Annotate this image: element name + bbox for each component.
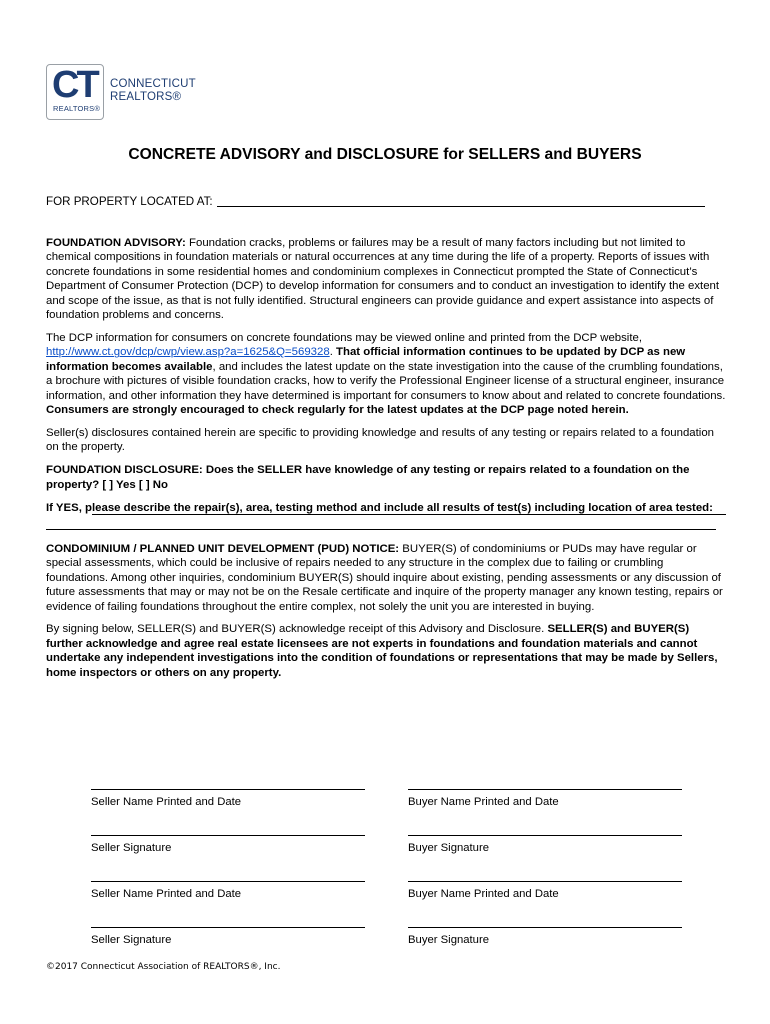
property-address-blank[interactable] — [217, 206, 705, 207]
buyer-name-label-2: Buyer Name Printed and Date — [408, 888, 559, 900]
buyer-signature-label-2: Buyer Signature — [408, 934, 490, 946]
buyer-name-field-2[interactable] — [408, 881, 682, 900]
property-line — [46, 195, 722, 208]
buyer-signature-field-1[interactable] — [408, 835, 682, 854]
condo-heading: CONDOMINIUM / PLANNED UNIT DEVELOPMENT (PUD) NOTICE: — [46, 542, 400, 555]
signing-paragraph — [46, 622, 726, 680]
advisory-paragraph — [46, 236, 726, 322]
signing-text: By signing below, SELLER(S) and BUYER(S) acknowledge receipt of this Advisory and Disclosure. — [46, 623, 545, 636]
if-yes-text: If YES, please describe the repair(s), area, testing method and include all results of test(s) including location of area tested: — [46, 501, 713, 514]
buyer-name-field-1[interactable] — [408, 789, 682, 808]
logo-small-text: REALTORS® — [53, 104, 101, 113]
buyer-name-label-1: Buyer Name Printed and Date — [408, 796, 559, 808]
condo-paragraph — [46, 542, 726, 614]
logo-name-line2: REALTORS® — [110, 91, 182, 103]
logo-name — [110, 78, 196, 104]
seller-signature-label-1: Seller Signature — [91, 842, 172, 854]
disclosure-question: FOUNDATION DISCLOSURE: Does the SELLER have knowledge of any testing or repairs related to a foundation on the property? — [46, 464, 690, 491]
seller-paragraph: Seller(s) disclosures contained herein are specific to providing knowledge and results of any testing or repairs related to a foundation on the property. — [46, 426, 714, 454]
logo-name-line1: CONNECTICUT — [110, 78, 196, 90]
buyer-signature-label-1: Buyer Signature — [408, 842, 490, 854]
copyright-footer: ©2017 Connecticut Association of REALTORS®, Inc. — [46, 962, 281, 972]
seller-name-field-2[interactable] — [91, 881, 365, 900]
advisory-heading: FOUNDATION ADVISORY: — [46, 237, 186, 249]
seller-name-label-2: Seller Name Printed and Date — [91, 888, 242, 900]
seller-name-label-1: Seller Name Printed and Date — [91, 796, 242, 808]
signing-bold: SELLER(S) and BUYER(S) further acknowledge and agree real estate licensees are not experts in foundations and foundation materials and cannot undertake any independent investigations into the condition of foundations or representations that may be made by Sellers, home inspectors or others on any property. — [46, 623, 718, 679]
property-label: FOR PROPERTY LOCATED AT: — [46, 195, 213, 208]
seller-signature-field-2[interactable] — [91, 927, 365, 946]
dcp-bold-2: Consumers are strongly encouraged to check regularly for the latest updates at the DCP page noted herein. — [46, 403, 629, 416]
disclosure-options[interactable]: [ ] Yes [ ] No — [102, 478, 168, 491]
condo-text: BUYER(S) of condominiums or PUDs may have regular or special assessments, which could be inclusive of repairs needed to any structure in the complex due to failing or crumbling foundations. Among other inquiries, condominium BUYER(S) should inquire about existing, pending assessments or any discussion of future assessments that may or may not be on the Resale certificate and inquire of the property manager any known testing, repairs or evidence of failing foundations throughout the entire complex, not solely the unit you are interested in buying. — [46, 542, 723, 613]
seller-signature-field-1[interactable] — [91, 835, 365, 854]
if-yes-paragraph — [46, 501, 726, 515]
dcp-link[interactable]: http://www.ct.gov/dcp/cwp/view.asp?a=1625&Q=569328 — [46, 346, 330, 359]
logo-letters: CT — [52, 64, 97, 106]
seller-name-field-1[interactable] — [91, 789, 365, 808]
document-body — [46, 236, 726, 689]
dcp-bold-1: That official information continues to be updated by DCP as new information becomes available — [46, 346, 686, 373]
seller-signature-label-2: Seller Signature — [91, 934, 172, 946]
ct-realtors-logo — [46, 64, 206, 120]
buyer-signature-field-2[interactable] — [408, 927, 682, 946]
logo-badge — [46, 64, 104, 120]
description-blank-2[interactable] — [46, 529, 716, 530]
advisory-text: Foundation cracks, problems or failures may be a result of many factors including but not limited to chemical compositions in foundation materials or natural occurrences at any time during the life of a property. Reports of issues with concrete foundations in some residential homes and condominium complexes in Connecticut prompted the State of Connecticut’s Department of Consumer Protection (DCP) to develop information for consumers and to conduct an investigation to identify the extent and scope of the issue, as that is not fully identified. Structural engineers can provide guidance and expert assistance into aspects of foundation problems and concerns. — [46, 237, 720, 322]
dcp-text-1: The DCP information for consumers on concrete foundations may be viewed online and printed from the DCP website, — [46, 331, 643, 344]
disclosure-paragraph — [46, 463, 726, 492]
dcp-paragraph: The DCP information for consumers on concrete foundations may be viewed online and printed from the DCP website, http://www.ct.gov/dcp/cwp/view.asp?a=1625&Q=569328. That official information continues to be updated by DCP as new information becomes available, and includes the latest update on the state investigation into the cause of the crumbling foundations, a brochure with pictures of visible foundation cracks, how to verify the Professional Engineer license of a structural engineer, insurance information, and other information they have determined is important for consumers to know about and related to concrete foundations. Consumers are strongly encouraged to check regularly for the latest updates at the DCP page noted herein. — [46, 331, 726, 416]
dcp-text-2: , and includes the latest update on the state investigation into the cause of the crumbling foundations, a brochure with pictures of visible foundation cracks, how to verify the Professional Engineer license of a structural engineer, insurance information, and other information they have determined is important for consumers to know about and related to concrete foundations. — [46, 360, 726, 402]
document-title: CONCRETE ADVISORY and DISCLOSURE for SELLERS and BUYERS — [128, 146, 642, 163]
